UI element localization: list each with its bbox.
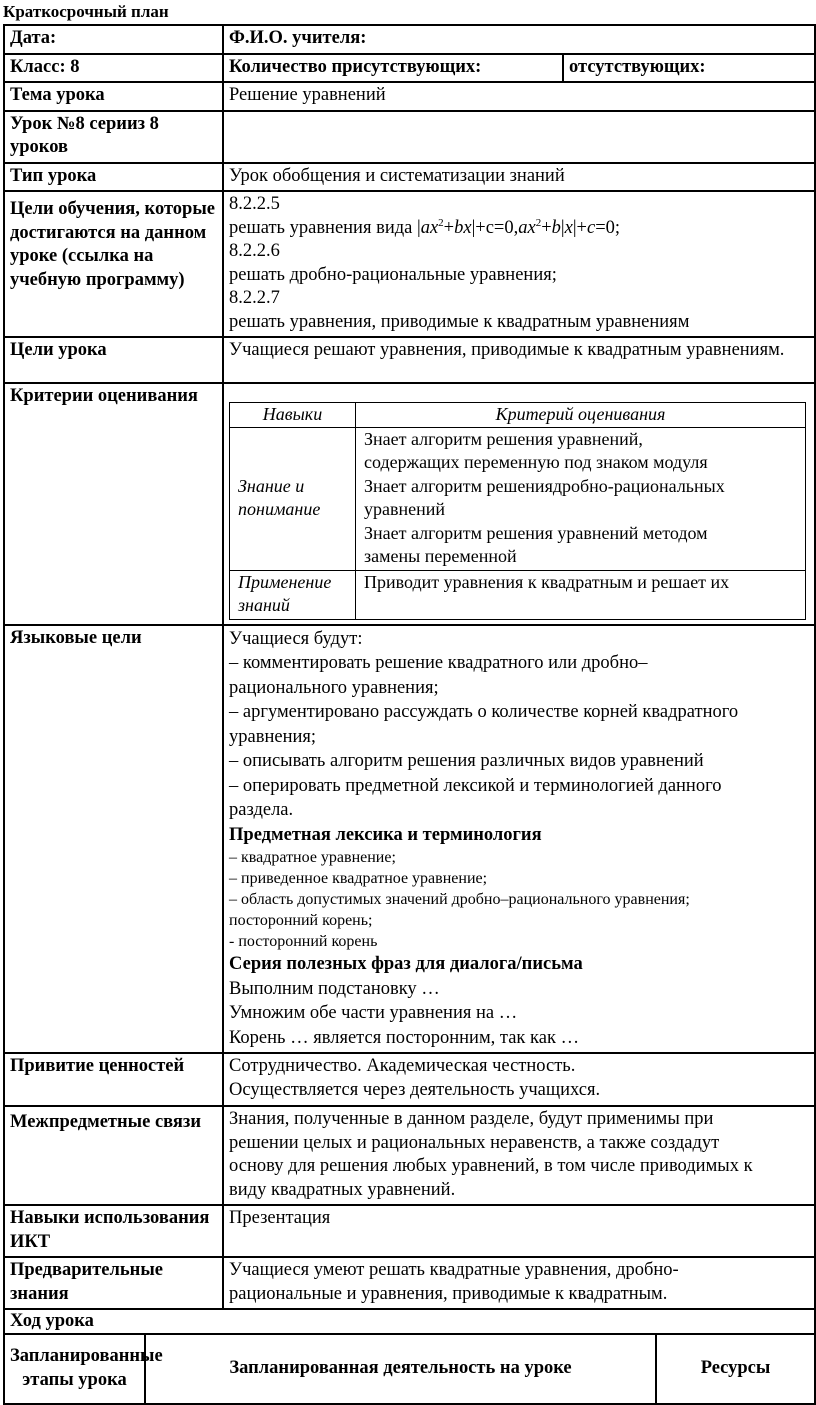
cross-curricular-label: Межпредметные связи bbox=[4, 1106, 223, 1205]
language-item: – аргументировано рассуждать о количестве корней квадратного bbox=[229, 702, 739, 722]
criterion-application: Приводит уравнения к квадратным и решает их bbox=[356, 570, 806, 619]
stages-header: Запланированные этапы урока bbox=[4, 1334, 145, 1404]
cross-curricular-value bbox=[223, 1106, 815, 1205]
topic-value: Решение уравнений bbox=[223, 82, 815, 111]
goal-text-2: решать дробно-рациональные уравнения; bbox=[229, 264, 557, 285]
vocab-item: – квадратное уравнение; bbox=[229, 849, 396, 866]
goal-code-2: 8.2.2.6 bbox=[229, 241, 280, 261]
lesson-goals-value: Учащиеся решают уравнения, приводимые к квадратным уравнениям. bbox=[223, 337, 815, 383]
goal-code-3: 8.2.2.7 bbox=[229, 288, 280, 308]
criterion-line: Знает алгоритм решения уравнений методом bbox=[364, 522, 708, 543]
lesson-number-value bbox=[223, 111, 815, 163]
lesson-type-value: Урок обобщения и систематизации знаний bbox=[223, 163, 815, 192]
values-label: Привитие ценностей bbox=[4, 1053, 223, 1106]
prior-knowledge-label: Предварительные знания bbox=[4, 1257, 223, 1309]
goal-text-3: решать уравнения, приводимые к квадратным уравнениям bbox=[229, 311, 690, 332]
language-item: уравнения; bbox=[229, 726, 317, 747]
learning-goals-value bbox=[223, 191, 815, 337]
phrase-item: Умножим обе части уравнения на … bbox=[229, 1003, 518, 1023]
present-count-label: Количество присутствующих: bbox=[223, 54, 563, 83]
lesson-type-label: Тип урока bbox=[4, 163, 223, 192]
criteria-table bbox=[229, 402, 806, 620]
absent-count-label: отсутствующих: bbox=[563, 54, 815, 83]
language-item: – комментировать решение квадратного или дробно– bbox=[229, 653, 648, 673]
values-line: Сотрудничество. Академическая честность. bbox=[229, 1056, 576, 1076]
criterion-line: Знает алгоритм решения уравнений, bbox=[364, 428, 643, 449]
language-item: рационального уравнения; bbox=[229, 677, 439, 698]
vocab-item: - посторонний корень bbox=[229, 933, 378, 950]
teacher-name-label: Ф.И.О. учителя: bbox=[223, 25, 815, 54]
cross-line: решении целых и рациональных неравенств, а также создадут bbox=[229, 1132, 720, 1153]
class-label: Класс: 8 bbox=[4, 54, 223, 83]
language-item: – оперировать предметной лексикой и терминологией данного bbox=[229, 775, 722, 796]
prior-line: Учащиеся умеют решать квадратные уравнения, дробно- bbox=[229, 1260, 679, 1280]
skill-application: Применение знаний bbox=[230, 570, 356, 619]
criteria-label: Критерии оценивания bbox=[4, 383, 223, 625]
activity-header: Запланированная деятельность на уроке bbox=[145, 1334, 656, 1404]
ict-value: Презентация bbox=[223, 1205, 815, 1257]
prior-line: рациональные и уравнения, приводимые к квадратным. bbox=[229, 1283, 668, 1304]
values-line: Осуществляется через деятельность учащихся. bbox=[229, 1079, 601, 1100]
lesson-goals-label: Цели урока bbox=[4, 337, 223, 383]
criterion-line: содержащих переменную под знаком модуля bbox=[364, 452, 708, 472]
language-item: – описывать алгоритм решения различных видов уравнений bbox=[229, 751, 704, 771]
criterion-line: замены переменной bbox=[364, 546, 517, 566]
criteria-knowledge-list bbox=[356, 427, 806, 570]
criteria-header-skills: Навыки bbox=[230, 403, 356, 428]
criteria-cell bbox=[223, 383, 815, 625]
criterion-line: Знает алгоритм решениядробно-рациональных bbox=[364, 475, 725, 496]
goal-code-1: 8.2.2.5 bbox=[229, 194, 280, 214]
goal-text-1-prefix: решать уравнения вида | bbox=[229, 217, 421, 238]
lesson-number-label: Урок №8 серииз 8 уроков bbox=[4, 111, 223, 163]
ict-label: Навыки использования ИКТ bbox=[4, 1205, 223, 1257]
language-goals-value bbox=[223, 625, 815, 1054]
values-value bbox=[223, 1053, 815, 1106]
phrase-item: Корень … является посторонним, так как … bbox=[229, 1027, 580, 1048]
language-intro: Учащиеся будут: bbox=[229, 628, 363, 649]
cross-line: виду квадратных уравнений. bbox=[229, 1179, 456, 1200]
document-title: Краткосрочный план bbox=[3, 2, 169, 21]
cross-line: основу для решения любых уравнений, в том числе приводимых к bbox=[229, 1156, 753, 1176]
criteria-header-criterion: Критерий оценивания bbox=[356, 403, 806, 428]
vocab-item: – область допустимых значений дробно–рационального уравнения; bbox=[229, 891, 690, 908]
lesson-flow-label: Ход урока bbox=[4, 1309, 815, 1334]
goal-text-1: решать уравнения вида $|ax^2+bx|+c=0,ax^2+b|x|+c=0$; bbox=[229, 216, 621, 238]
resources-header: Ресурсы bbox=[656, 1334, 815, 1404]
vocab-heading: Предметная лексика и терминология bbox=[229, 824, 542, 845]
cross-line: Знания, полученные в данном разделе, будут применимы при bbox=[229, 1109, 714, 1129]
skill-knowledge: Знание и понимание bbox=[230, 427, 356, 570]
lesson-plan-table bbox=[3, 24, 816, 1405]
language-goals-label: Языковые цели bbox=[4, 625, 223, 1054]
phrase-item: Выполним подстановку … bbox=[229, 978, 440, 999]
learning-goals-label: Цели обучения, которые достигаются на данном уроке (ссылка на учебную программу) bbox=[4, 191, 223, 337]
prior-knowledge-value bbox=[223, 1257, 815, 1309]
topic-label: Тема урока bbox=[4, 82, 223, 111]
vocab-item: – приведенное квадратное уравнение; bbox=[229, 870, 488, 887]
phrases-heading: Серия полезных фраз для диалога/письма bbox=[229, 954, 583, 974]
criterion-line: уравнений bbox=[364, 499, 446, 519]
vocab-item: посторонний корень; bbox=[229, 912, 373, 929]
date-label: Дата: bbox=[4, 25, 223, 54]
language-item: раздела. bbox=[229, 800, 294, 820]
